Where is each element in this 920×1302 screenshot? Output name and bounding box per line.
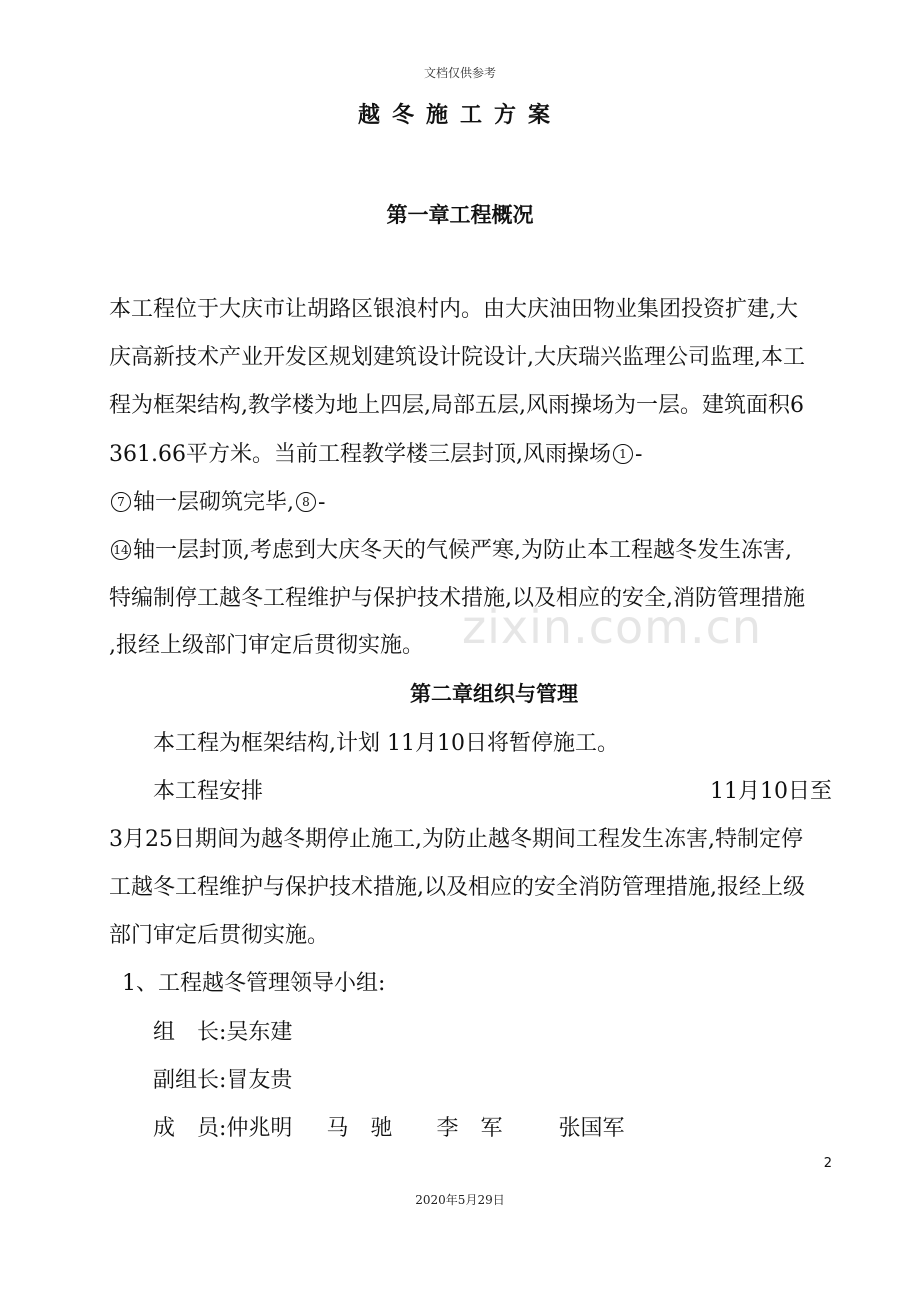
circled-marker-7: 7 xyxy=(111,492,131,512)
chapter-1-line-7: 特编制停工越冬工程维护与保护技术措施,以及相应的安全,消防管理措施 xyxy=(109,586,805,611)
page-number: 2 xyxy=(823,1156,832,1171)
chapter-1-line-1: 本工程位于大庆市让胡路区银浪村内。由大庆油田物业集团投资扩建,大 xyxy=(109,297,798,322)
chapter-2-para-2-left: 本工程安排 xyxy=(153,779,264,804)
watermark: zixin.com.cn xyxy=(462,600,763,654)
chapter-1-line-4 xyxy=(109,437,642,468)
chapter-1-line-4-text: 361.66平方米。当前工程教学楼三层封顶,风雨操场 xyxy=(109,442,611,467)
chapter-1-line-3: 程为框架结构,教学楼为地上四层,局部五层,风雨操场为一层。建筑面积6 xyxy=(109,393,804,418)
chapter-2-para-2-right: 11月10日至 xyxy=(710,779,832,804)
deputy-row xyxy=(153,1063,292,1094)
document-title: 越冬施工方案 xyxy=(357,103,562,128)
chapter-2-heading: 第二章组织与管理 xyxy=(410,682,578,706)
chapter-2-line-2: 工越冬工程维护与保护技术措施,以及相应的安全消防管理措施,报经上级 xyxy=(109,875,805,900)
chapter-1-line-8: ,报经上级部门审定后贯彻实施。 xyxy=(109,633,424,658)
members-label: 成 员: xyxy=(153,1116,227,1141)
deputy-name: 冒友贵 xyxy=(226,1068,293,1093)
chapter-1-heading: 第一章工程概况 xyxy=(386,203,534,227)
chapter-1-line-5 xyxy=(109,485,325,516)
leader-name: 吴东建 xyxy=(226,1020,293,1045)
deputy-label: 副组长: xyxy=(153,1068,227,1093)
header-note: 文档仅供参考 xyxy=(423,66,496,80)
chapter-2-line-3: 部门审定后贯彻实施。 xyxy=(109,923,330,948)
circled-marker-1: 1 xyxy=(613,444,633,464)
leader-row xyxy=(153,1015,292,1046)
members-row xyxy=(153,1111,624,1142)
list-item-1: 1、工程越冬管理领导小组: xyxy=(122,971,386,996)
chapter-1-line-6 xyxy=(109,533,792,564)
circled-marker-14: 14 xyxy=(111,540,131,560)
chapter-1-line-2: 庆高新技术产业开发区规划建筑设计院设计,大庆瑞兴监理公司监理,本工 xyxy=(109,345,805,370)
footer-date: 2020年5月29日 xyxy=(415,1193,505,1207)
member-name: 马 驰 xyxy=(326,1116,393,1141)
member-name: 仲兆明 xyxy=(226,1116,293,1141)
dash-marker-2: - xyxy=(318,490,326,515)
member-name: 张国军 xyxy=(558,1116,625,1141)
dash-marker-1: - xyxy=(634,442,643,467)
leader-label: 组 长: xyxy=(153,1020,227,1045)
chapter-1-line-5-text: 轴一层砌筑完毕, xyxy=(133,490,294,515)
member-name: 李 军 xyxy=(436,1116,503,1141)
chapter-1-line-6-text: 轴一层封顶,考虑到大庆冬天的气候严寒,为防止本工程越冬发生冻害, xyxy=(133,538,792,563)
chapter-2-para-1: 本工程为框架结构,计划 11月10日将暂停施工。 xyxy=(153,731,619,756)
chapter-2-line-1: 3月25日期间为越冬期停止施工,为防止越冬期间工程发生冻害,特制定停 xyxy=(109,827,803,852)
circled-marker-8: 8 xyxy=(296,492,316,512)
